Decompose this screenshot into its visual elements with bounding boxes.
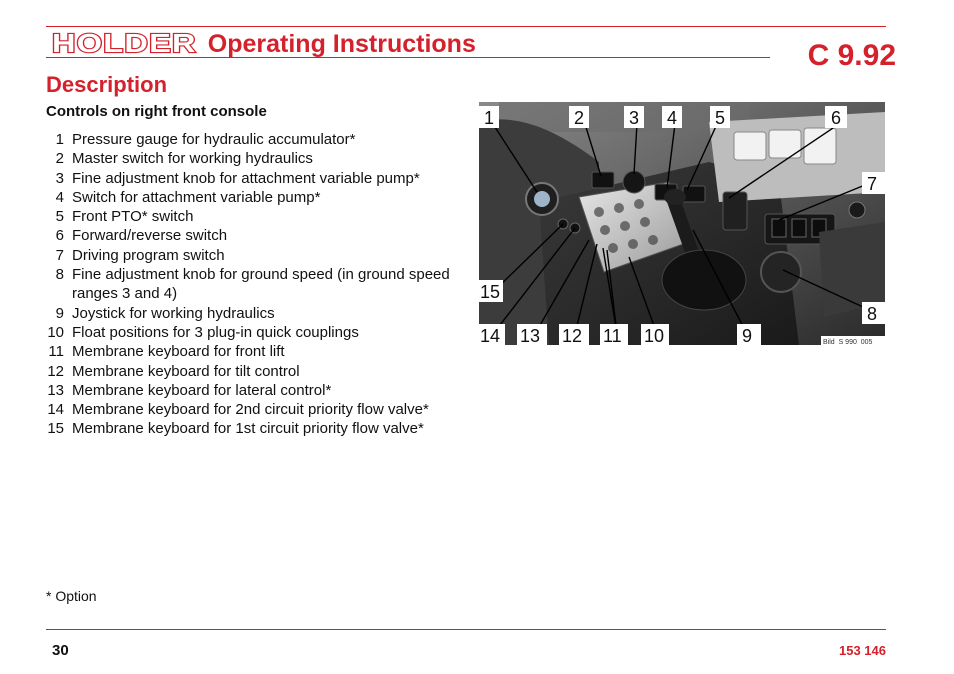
list-item [44, 323, 456, 342]
list-item [44, 149, 456, 168]
item-text: Switch for attachment variable pump* [72, 188, 321, 206]
list-item [44, 362, 456, 381]
callout-9: 9 [742, 326, 753, 345]
list-item [44, 342, 456, 361]
item-text: Joystick for working hydraulics [72, 304, 275, 322]
item-text: Pressure gauge for hydraulic accumulator* [72, 131, 356, 148]
item-text: Fine adjustment knob for ground speed (in ground speed ranges 3 and 4) [72, 266, 450, 303]
callout-2: 2 [574, 108, 585, 128]
item-number: 9 [55, 304, 64, 322]
callout-11: 11 [603, 326, 622, 345]
item-number: 11 [48, 343, 64, 361]
callout-5: 5 [715, 108, 726, 128]
holder-logo: HOLDER [52, 28, 197, 58]
list-item [44, 304, 456, 323]
console-photo [479, 102, 885, 345]
section-subheading: Controls on right front console [46, 103, 267, 120]
callout-12: 12 [562, 326, 583, 345]
item-number: 8 [55, 266, 64, 284]
callout-14: 14 [480, 326, 501, 345]
item-text: Driving program switch [72, 246, 225, 264]
list-item [44, 226, 456, 245]
item-text: Float positions for 3 plug-in quick couplings [72, 323, 359, 341]
list-item [44, 400, 456, 419]
item-number: 14 [47, 401, 64, 419]
footnote: * Option [46, 588, 97, 604]
callout-1: 1 [484, 108, 495, 128]
callout-8: 8 [867, 304, 878, 324]
item-text: Front PTO* switch [72, 208, 194, 226]
item-number: 5 [55, 208, 64, 226]
item-number: 15 [47, 420, 64, 438]
item-text: Fine adjustment knob for attachment variable pump* [72, 169, 420, 187]
callout-3: 3 [629, 108, 640, 128]
item-number: 3 [55, 169, 64, 187]
item-number: 13 [47, 381, 64, 399]
item-text: Membrane keyboard for 1st circuit priority flow valve* [72, 420, 424, 438]
item-number: 12 [47, 362, 64, 380]
item-text: Forward/reverse switch [72, 227, 228, 245]
callout-6: 6 [831, 108, 842, 128]
page-number: 30 [52, 642, 69, 659]
item-text: Master switch for working hydraulics [72, 150, 313, 168]
item-text: Membrane keyboard for lateral control* [72, 381, 332, 399]
brand-header [52, 30, 476, 60]
list-item [44, 381, 456, 400]
console-illustration [479, 102, 885, 345]
figure-caption: Bild_S 990_005 [823, 339, 873, 345]
list-item [44, 265, 456, 304]
item-number: 2 [55, 150, 64, 168]
list-item [44, 246, 456, 265]
document-number: 153 146 [839, 643, 886, 658]
list-item [44, 169, 456, 188]
item-number: 6 [55, 227, 64, 245]
callout-15: 15 [480, 282, 501, 302]
header-top-rule [46, 26, 886, 27]
document-title: Operating Instructions [207, 30, 476, 58]
controls-list [44, 130, 456, 439]
list-item [44, 130, 456, 149]
section-code: C 9.92 [807, 39, 896, 72]
item-text: Membrane keyboard for 2nd circuit priority flow valve* [72, 401, 429, 419]
footer-rule [46, 629, 886, 630]
item-number: 7 [55, 246, 64, 264]
item-text: Membrane keyboard for front lift [72, 343, 285, 361]
callout-4: 4 [667, 108, 678, 128]
item-number: 10 [47, 323, 64, 341]
list-item [44, 188, 456, 207]
list-item [44, 207, 456, 226]
callout-13: 13 [520, 326, 541, 345]
section-heading: Description [46, 72, 168, 97]
item-text: Membrane keyboard for tilt control [72, 362, 300, 380]
callout-10: 10 [644, 326, 665, 345]
list-item [44, 419, 456, 438]
item-number: 4 [55, 188, 64, 206]
item-number: 1 [55, 131, 64, 148]
callout-7: 7 [867, 174, 878, 194]
